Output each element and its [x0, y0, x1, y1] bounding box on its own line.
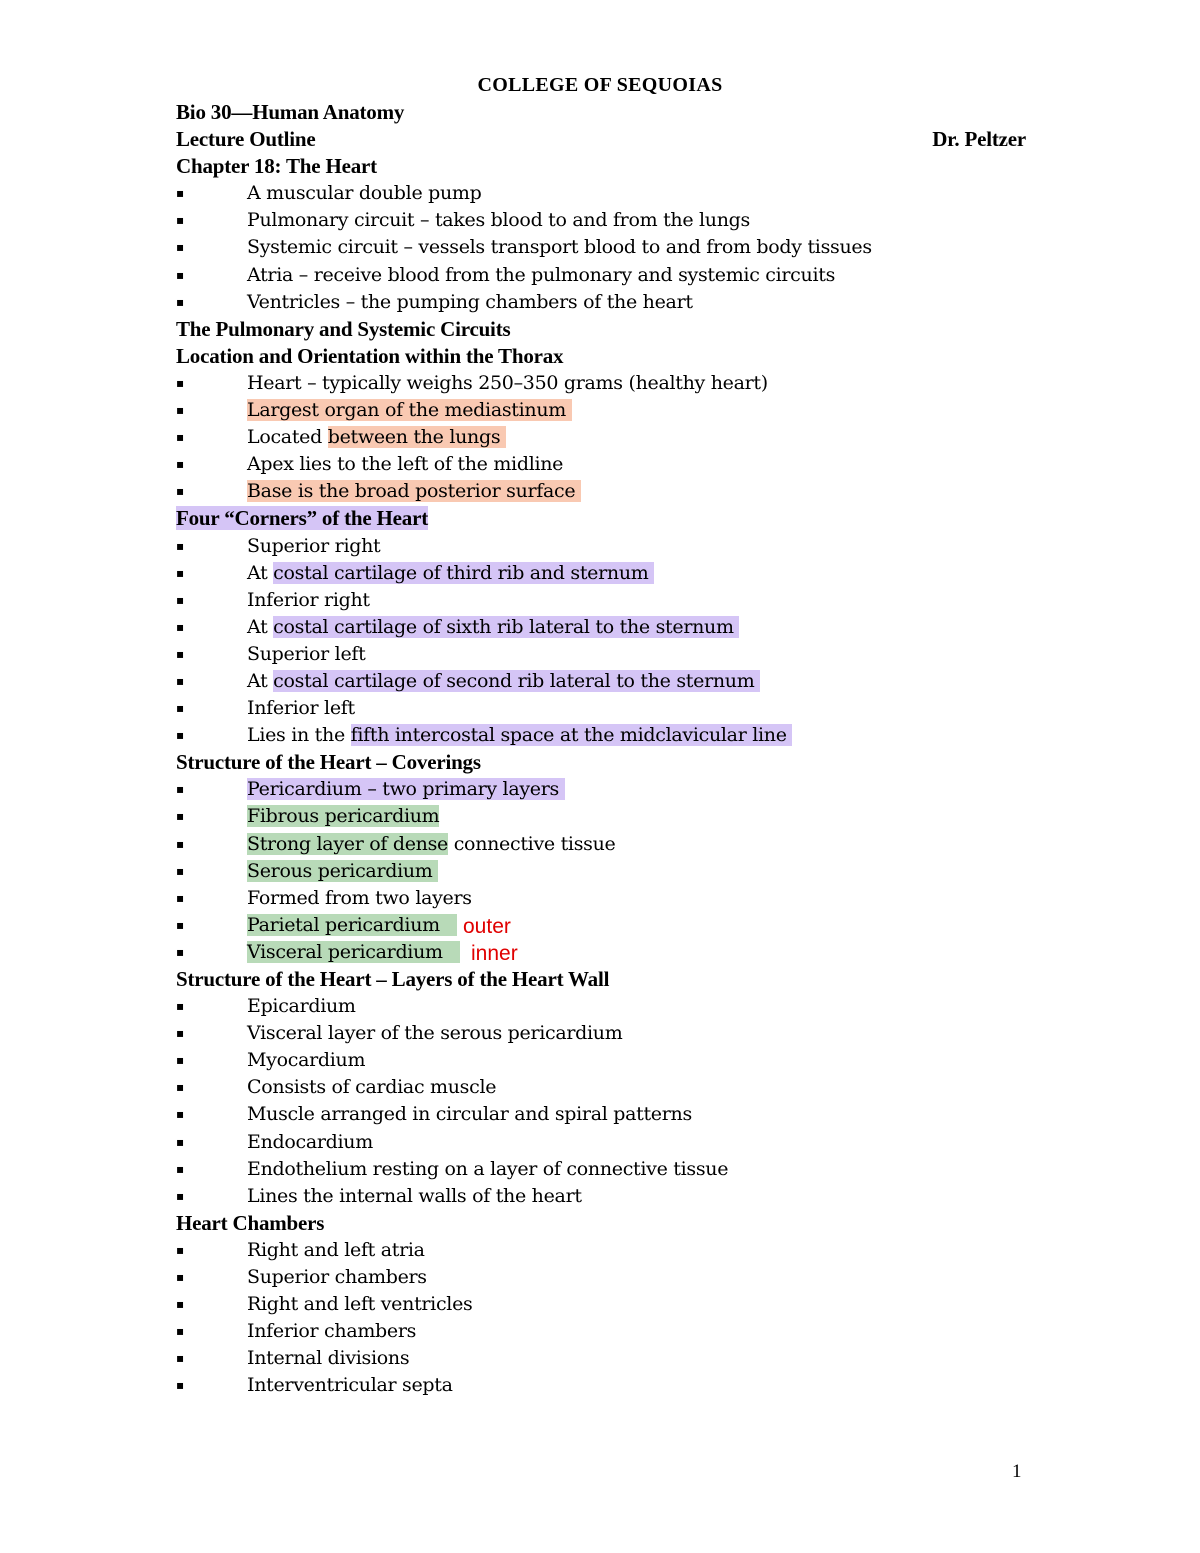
list-item-main-text: Visceral layer of the serous pericardium — [247, 1022, 623, 1045]
list-item-text — [247, 776, 565, 803]
list-item-text — [247, 560, 654, 587]
list-item-prefix: At — [247, 615, 274, 638]
list-item-text — [247, 831, 615, 858]
section-heading — [176, 1210, 1026, 1237]
list-item — [176, 1291, 1026, 1318]
list-item-text — [247, 1264, 427, 1291]
square-bullet-icon: ▪ — [176, 240, 185, 255]
section-heading-text: Structure of the Heart – Layers of the Heart Wall — [176, 967, 610, 991]
square-bullet-icon: ▪ — [176, 1161, 185, 1176]
list-item — [176, 803, 1026, 830]
college-title: COLLEGE OF SEQUOIAS — [477, 74, 723, 96]
highlighted-text: costal cartilage of sixth rib lateral to the sternum — [273, 615, 740, 638]
square-bullet-icon: ▪ — [176, 213, 185, 228]
list-item — [176, 1129, 1026, 1156]
list-item-main-text: Endocardium — [247, 1130, 373, 1153]
list-item — [176, 912, 1026, 939]
list-item-main-text: Lines the internal walls of the heart — [247, 1184, 582, 1207]
list-item-text — [247, 993, 356, 1020]
square-bullet-icon: ▪ — [176, 484, 185, 499]
highlighted-text: Parietal pericardium — [247, 913, 458, 936]
list-item-main-text: Superior chambers — [247, 1266, 427, 1289]
square-bullet-icon: ▪ — [176, 457, 185, 472]
list-item-main-text: Right and left atria — [247, 1238, 425, 1261]
course-title — [176, 99, 1026, 126]
square-bullet-icon: ▪ — [176, 863, 185, 878]
list-item — [176, 1047, 1026, 1074]
square-bullet-icon: ▪ — [176, 1053, 185, 1068]
list-item-main-text: Ventricles – the pumping chambers of the heart — [247, 290, 693, 313]
list-item — [176, 1264, 1026, 1291]
square-bullet-icon: ▪ — [176, 999, 185, 1014]
list-item-main-text: Pulmonary circuit – takes blood to and from the lungs — [247, 209, 750, 232]
highlighted-text: fifth intercostal space at the midclavicular line — [350, 724, 793, 747]
highlighted-text: Serous pericardium — [247, 859, 439, 882]
square-bullet-icon: ▪ — [176, 1134, 185, 1149]
list-item-prefix: Located — [247, 426, 328, 449]
list-item-text — [247, 1318, 416, 1345]
list-item — [176, 1372, 1026, 1399]
list-item-text — [247, 1129, 373, 1156]
list-item — [176, 885, 1026, 912]
square-bullet-icon: ▪ — [176, 619, 185, 634]
list-item-main-text: Interventricular septa — [247, 1374, 453, 1397]
list-item-text — [247, 533, 380, 560]
list-item-text — [247, 478, 581, 505]
section-heading — [176, 966, 1026, 993]
list-item-main-text: Epicardium — [247, 995, 356, 1018]
highlighted-text: between the lungs — [327, 426, 507, 449]
square-bullet-icon: ▪ — [176, 728, 185, 743]
list-item — [176, 1074, 1026, 1101]
list-item — [176, 614, 1026, 641]
list-item — [176, 831, 1026, 858]
list-item-text — [247, 885, 472, 912]
square-bullet-icon: ▪ — [176, 565, 185, 580]
list-item-main-text: Superior left — [247, 642, 366, 665]
highlighted-text: Base is the broad posterior surface — [247, 480, 582, 503]
square-bullet-icon: ▪ — [176, 430, 185, 445]
list-item-prefix: At — [247, 669, 274, 692]
square-bullet-icon: ▪ — [176, 701, 185, 716]
list-item — [176, 776, 1026, 803]
list-item-text — [247, 207, 750, 234]
list-item-main-text: A muscular double pump — [247, 182, 482, 205]
list-item-text — [247, 1345, 409, 1372]
list-item-text — [247, 262, 835, 289]
list-item — [176, 722, 1026, 749]
list-item — [176, 397, 1026, 424]
list-item — [176, 234, 1026, 261]
square-bullet-icon: ▪ — [176, 1242, 185, 1257]
list-item — [176, 1183, 1026, 1210]
list-item — [176, 668, 1026, 695]
square-bullet-icon: ▪ — [176, 1270, 185, 1285]
outline-content — [176, 99, 1026, 1400]
square-bullet-icon: ▪ — [176, 1324, 185, 1339]
list-item — [176, 939, 1026, 966]
list-item-text — [247, 1020, 622, 1047]
square-bullet-icon: ▪ — [176, 836, 185, 851]
list-item-text — [247, 1047, 365, 1074]
list-item-text — [247, 939, 460, 966]
square-bullet-icon: ▪ — [176, 1378, 185, 1393]
list-item-text — [247, 451, 563, 478]
list-item-main-text: Superior right — [247, 534, 381, 557]
highlighted-text: Fibrous pericardium — [247, 805, 440, 828]
chapter-title — [176, 153, 1026, 180]
list-item — [176, 858, 1026, 885]
list-item-text — [247, 1183, 582, 1210]
square-bullet-icon: ▪ — [176, 1188, 185, 1203]
list-item — [176, 262, 1026, 289]
list-item-text — [247, 587, 370, 614]
list-item-text — [247, 668, 760, 695]
list-item-main-text: Apex lies to the left of the midline — [247, 453, 564, 476]
list-item-main-text: Inferior right — [247, 588, 370, 611]
highlighted-text: Largest organ of the mediastinum — [247, 399, 572, 422]
list-item — [176, 641, 1026, 668]
square-bullet-icon: ▪ — [176, 403, 185, 418]
square-bullet-icon: ▪ — [176, 782, 185, 797]
square-bullet-icon: ▪ — [176, 673, 185, 688]
list-item-main-text: Formed from two layers — [247, 886, 472, 909]
list-item-text — [247, 912, 457, 939]
list-item-main-text: Heart – typically weighs 250–350 grams (healthy heart) — [247, 371, 768, 394]
outline-header — [176, 126, 1026, 153]
list-item-main-text: Systemic circuit – vessels transport blood to and from body tissues — [247, 236, 872, 259]
list-item-main-text: Muscle arranged in circular and spiral patterns — [247, 1103, 692, 1126]
list-item-text — [247, 1101, 692, 1128]
list-item-main-text: Right and left ventricles — [247, 1293, 473, 1316]
list-item — [176, 451, 1026, 478]
square-bullet-icon: ▪ — [176, 1351, 185, 1366]
list-item-main-text: Endothelium resting on a layer of connective tissue — [247, 1157, 729, 1180]
highlighted-text: costal cartilage of second rib lateral to the sternum — [273, 669, 761, 692]
square-bullet-icon: ▪ — [176, 890, 185, 905]
square-bullet-icon: ▪ — [176, 1107, 185, 1122]
list-item-text — [247, 234, 872, 261]
square-bullet-icon: ▪ — [176, 1297, 185, 1312]
list-item-main-text: Internal divisions — [247, 1347, 410, 1370]
list-item — [176, 1156, 1026, 1183]
square-bullet-icon: ▪ — [176, 1080, 185, 1095]
list-item — [176, 695, 1026, 722]
section-heading-text: Heart Chambers — [176, 1210, 325, 1235]
list-item-text — [247, 397, 572, 424]
list-item-text — [247, 695, 355, 722]
square-bullet-icon: ▪ — [176, 1026, 185, 1041]
instructor-name: Dr. Peltzer — [932, 127, 1026, 152]
list-item-text — [247, 722, 792, 749]
page-number: 1 — [1012, 1461, 1022, 1482]
list-item-main-text: Inferior left — [247, 697, 355, 720]
list-item-text — [247, 641, 365, 668]
annotation-note: inner — [471, 941, 518, 965]
list-item-text — [247, 1237, 425, 1264]
list-item-main-text: Atria – receive blood from the pulmonary and systemic circuits — [247, 263, 836, 286]
list-item — [176, 533, 1026, 560]
outline-label: Lecture Outline — [176, 127, 316, 152]
section-heading-text: Location and Orientation within the Thorax — [176, 343, 564, 368]
list-item — [176, 1020, 1026, 1047]
list-item-text — [247, 180, 482, 207]
list-item — [176, 993, 1026, 1020]
list-item — [176, 207, 1026, 234]
list-item — [176, 289, 1026, 316]
list-item-text — [247, 424, 506, 451]
highlighted-text: Visceral pericardium — [247, 940, 460, 963]
square-bullet-icon: ▪ — [176, 294, 185, 309]
square-bullet-icon: ▪ — [176, 592, 185, 607]
list-item-text — [247, 614, 739, 641]
square-bullet-icon: ▪ — [176, 267, 185, 282]
square-bullet-icon: ▪ — [176, 538, 185, 553]
square-bullet-icon: ▪ — [176, 186, 185, 201]
section-heading — [176, 343, 1026, 370]
square-bullet-icon: ▪ — [176, 917, 185, 932]
list-item-main-text: Myocardium — [247, 1049, 366, 1072]
square-bullet-icon: ▪ — [176, 375, 185, 390]
list-item — [176, 1345, 1026, 1372]
list-item — [176, 1318, 1026, 1345]
list-item — [176, 424, 1026, 451]
course-title-text: Bio 30—Human Anatomy — [176, 100, 405, 124]
list-item-text — [247, 1156, 728, 1183]
square-bullet-icon: ▪ — [176, 944, 185, 959]
list-item-text — [247, 1074, 496, 1101]
list-item-prefix: Lies in the — [247, 724, 351, 747]
list-item-text — [247, 370, 768, 397]
list-item-text — [247, 803, 439, 830]
list-item-prefix: At — [247, 561, 274, 584]
highlighted-text: costal cartilage of third rib and sternum — [273, 561, 655, 584]
list-item-text — [247, 289, 693, 316]
list-item-text — [247, 858, 438, 885]
section-heading — [176, 316, 1026, 343]
section-heading-text: The Pulmonary and Systemic Circuits — [176, 316, 511, 341]
list-item — [176, 180, 1026, 207]
chapter-title-text: Chapter 18: The Heart — [176, 154, 377, 179]
square-bullet-icon: ▪ — [176, 646, 185, 661]
list-item-text — [247, 1291, 472, 1318]
list-item-suffix: connective tissue — [447, 832, 616, 855]
list-item — [176, 560, 1026, 587]
section-heading — [176, 505, 1026, 532]
list-item — [176, 1101, 1026, 1128]
section-heading — [176, 749, 1026, 776]
square-bullet-icon: ▪ — [176, 809, 185, 824]
section-heading-text: Structure of the Heart – Coverings — [176, 750, 481, 775]
list-item — [176, 370, 1026, 397]
list-item-text — [247, 1372, 453, 1399]
highlighted-text: Pericardium – two primary layers — [247, 778, 565, 801]
section-heading-text: Four “Corners” of the Heart — [176, 506, 428, 531]
list-item — [176, 587, 1026, 614]
highlighted-text: Strong layer of dense — [247, 832, 448, 855]
list-item — [176, 1237, 1026, 1264]
list-item — [176, 478, 1026, 505]
list-item-main-text: Inferior chambers — [247, 1320, 417, 1343]
annotation-note: outer — [463, 914, 511, 938]
list-item-main-text: Consists of cardiac muscle — [247, 1076, 497, 1099]
